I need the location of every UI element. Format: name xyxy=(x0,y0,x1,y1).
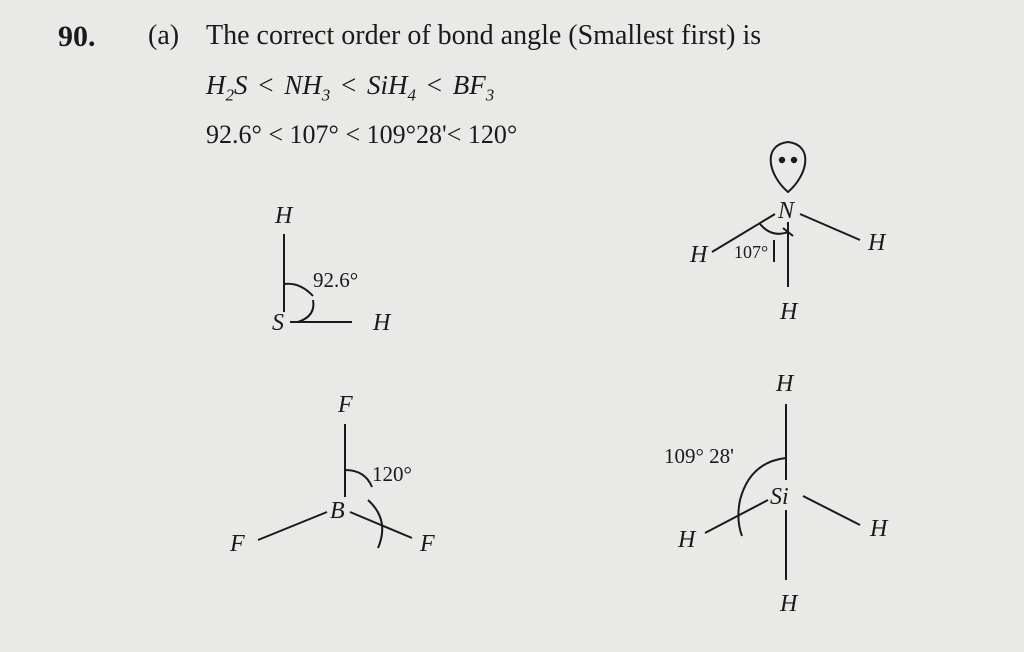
h2s-top-h: H xyxy=(275,203,293,229)
nh3-right-bond xyxy=(800,214,860,240)
sih4-left-bond xyxy=(705,500,768,533)
sih4-bottom-h: H xyxy=(780,591,798,617)
h2s-angle-label: 92.6° xyxy=(313,268,359,292)
bf3-left-bond xyxy=(258,512,327,540)
nh3-right-h: H xyxy=(868,230,886,256)
less-than: < xyxy=(341,70,357,100)
bf3-angle-label: 120° xyxy=(372,462,412,486)
sih4-diagram xyxy=(664,371,889,617)
less-than: < xyxy=(426,70,442,100)
sih4-top-h: H xyxy=(776,371,794,397)
bf3-top-f: F xyxy=(338,392,353,418)
nh3-angle-label: 107° xyxy=(734,242,769,262)
formula-nh3: $NH_3$ xyxy=(284,70,331,105)
lone-pair-orbital xyxy=(771,142,806,192)
question-part: (a) xyxy=(148,20,180,51)
sih4-right-h: H xyxy=(870,516,888,542)
nh3-diagram xyxy=(689,142,887,325)
question-number: 90. xyxy=(58,20,96,53)
sih4-central-si: Si xyxy=(770,484,789,510)
h2s-diagram xyxy=(272,203,392,336)
bf3-central-b: B xyxy=(330,498,345,524)
h2s-angle-arc-lower xyxy=(298,300,313,322)
h2s-central-s: S xyxy=(272,310,284,336)
less-than: < xyxy=(258,70,274,100)
bf3-angle-arc-upper xyxy=(345,470,372,487)
bf3-diagram xyxy=(229,392,435,557)
formula-bf3: $BF_3$ xyxy=(452,70,495,105)
sih4-right-bond xyxy=(803,496,860,525)
nh3-bottom-h: H xyxy=(780,299,798,325)
h2s-right-h: H xyxy=(373,310,391,336)
sih4-angle-label: 109° 28' xyxy=(664,444,734,468)
formula-h2s: $H_2S$ xyxy=(206,70,248,105)
angle-values-order: 92.6° < 107° < 109°28'< 120° xyxy=(206,120,518,149)
h2s-angle-arc-upper xyxy=(284,284,313,296)
nh3-left-h: H xyxy=(690,242,708,268)
sih4-left-h: H xyxy=(678,527,696,553)
nh3-central-n: N xyxy=(778,198,795,224)
question-statement: The correct order of bond angle (Smallest first) is xyxy=(206,20,762,51)
lone-pair-electron xyxy=(779,157,785,163)
bf3-left-f: F xyxy=(230,531,245,557)
formula-sih4: SiH$_4$ xyxy=(366,70,416,105)
lone-pair-electron xyxy=(791,157,797,163)
bf3-right-f: F xyxy=(420,531,435,557)
